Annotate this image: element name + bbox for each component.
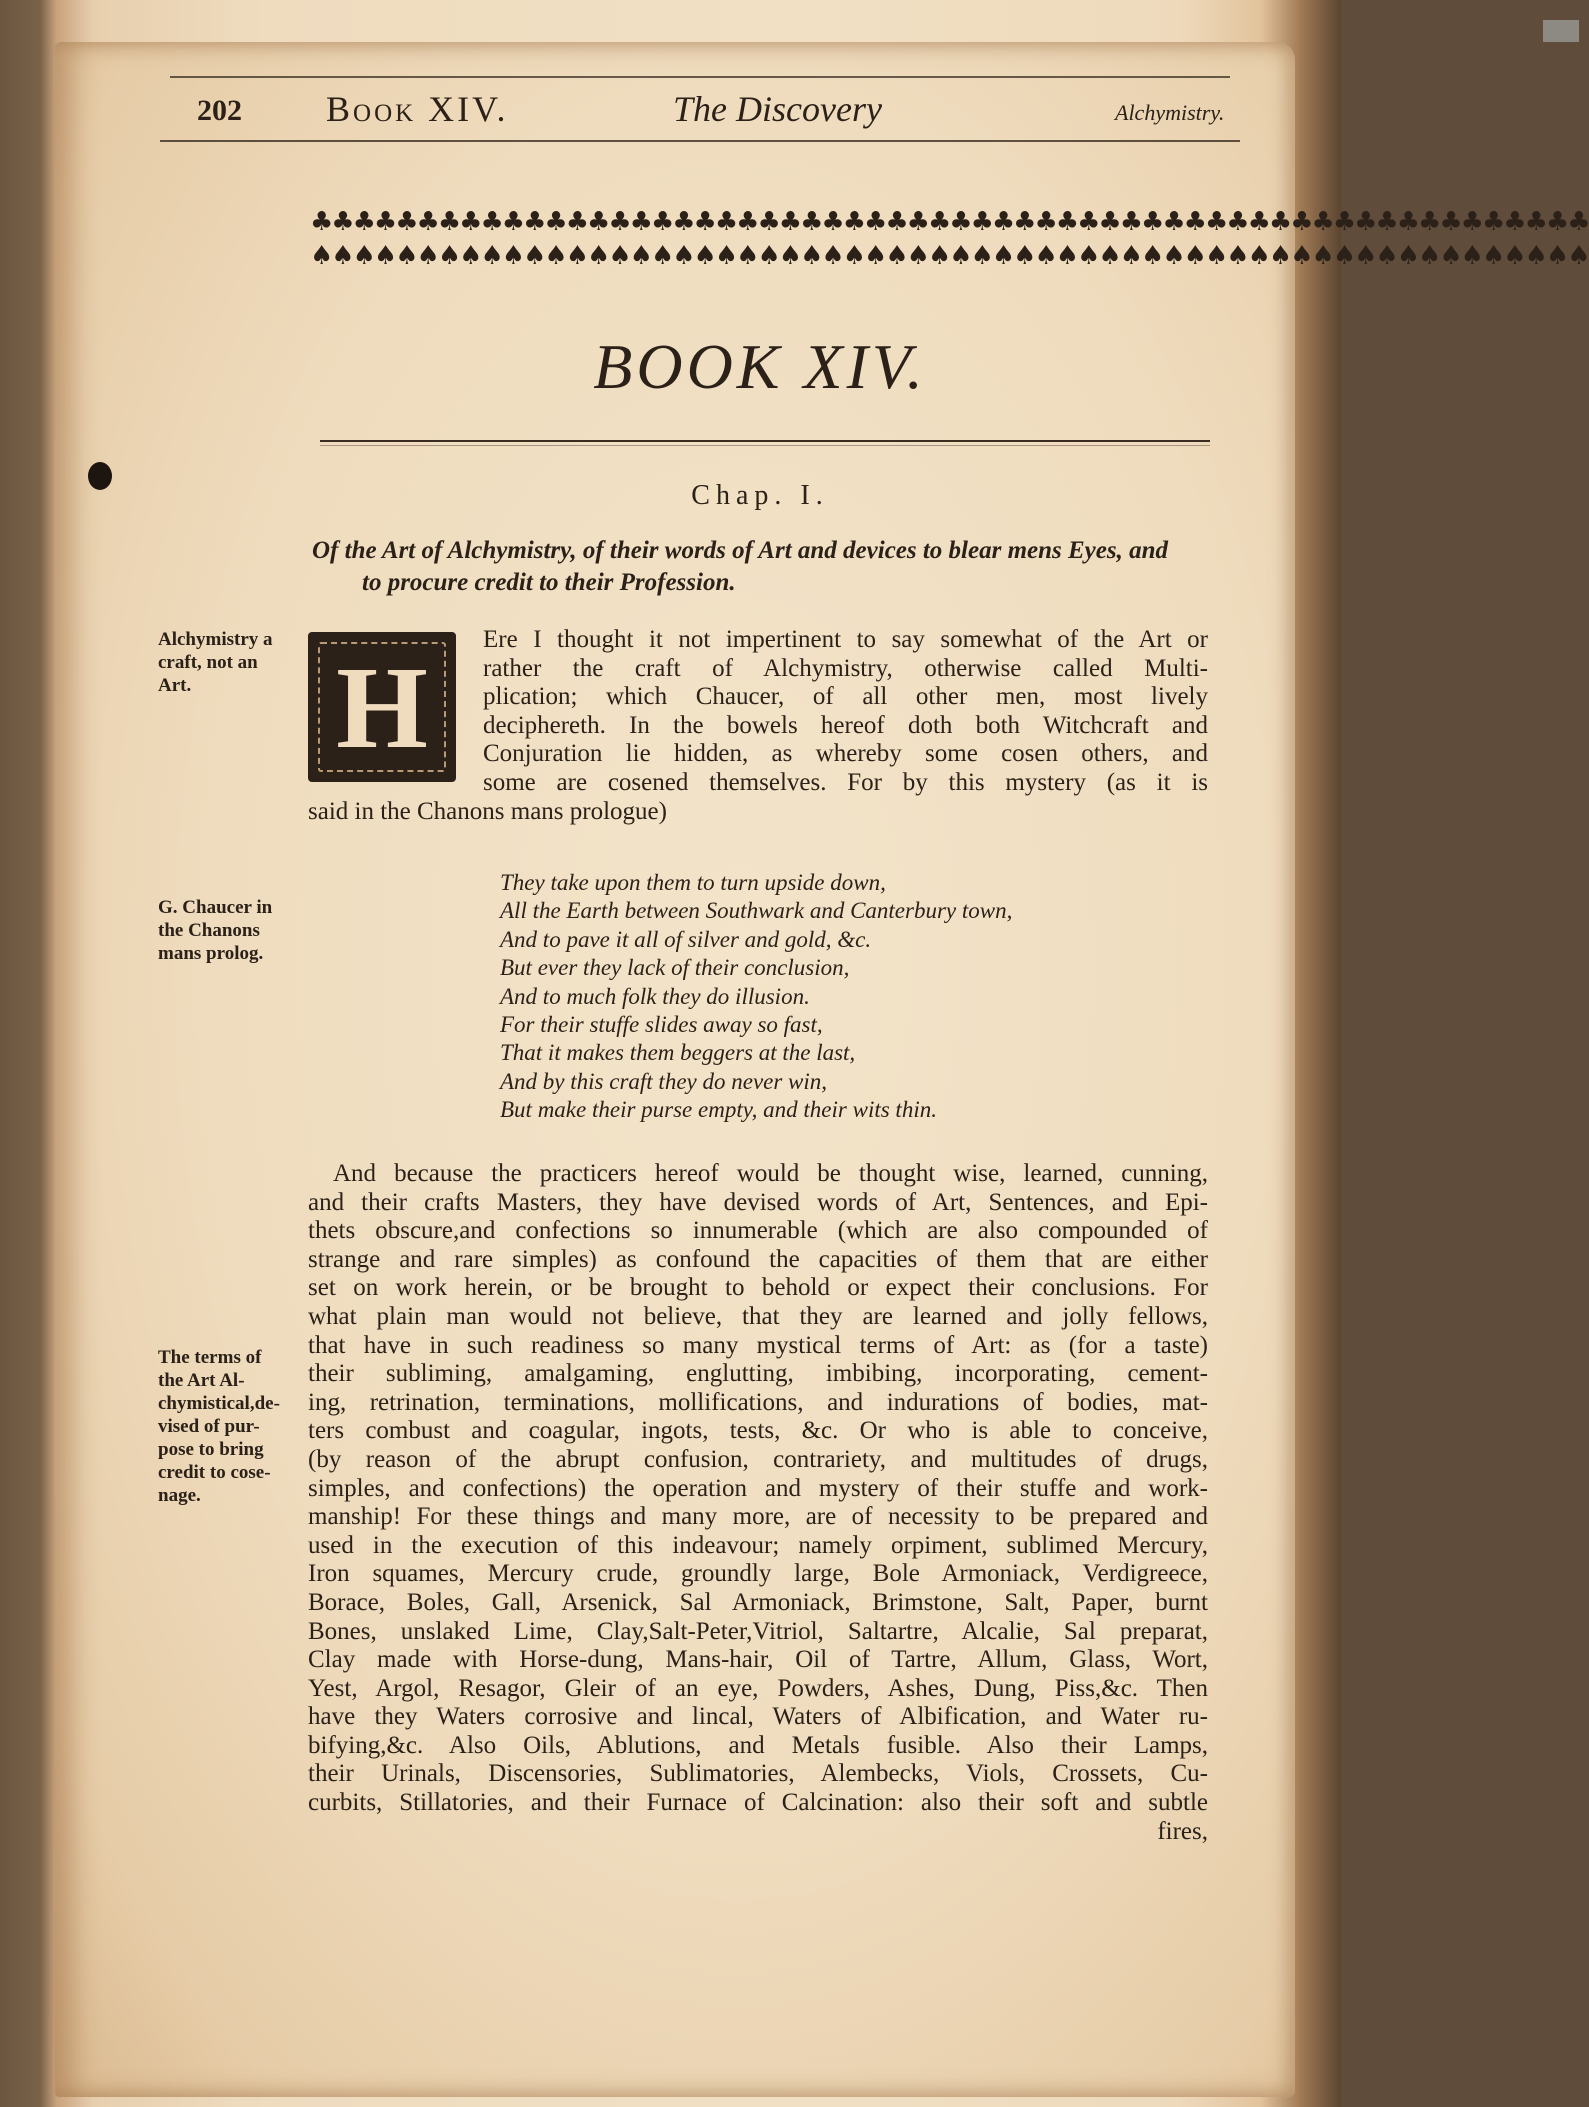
text-line: thets obscure,and confections so innumerable (which are also compounded of xyxy=(308,1217,1208,1245)
verse-line: And to much folk they do illusion. xyxy=(500,983,810,1009)
page-number: 202 xyxy=(197,94,242,127)
text-line: rather the craft of Alchymistry, otherwise called Multi- xyxy=(483,654,1208,682)
verse-line: And to pave it all of silver and gold, &c. xyxy=(500,926,872,952)
running-header xyxy=(163,86,1253,136)
text-line: And because the practicers hereof would be thought wise, learned, cunning, xyxy=(333,1160,1208,1187)
text-line: strange and rare simples) as confound the capacities of them that are either xyxy=(308,1245,1208,1273)
running-title: The Discovery xyxy=(673,89,882,129)
text-line: ters combust and coagular, ingots, tests, &c. Or who is able to conceive, xyxy=(308,1417,1208,1445)
verse-line: All the Earth between Southwark and Canterbury town, xyxy=(500,898,1013,924)
margin-note-chaucer xyxy=(158,896,272,965)
verse-line: They take upon them to turn upside down, xyxy=(500,870,886,895)
text-line: and their crafts Masters, they have devised words of Art, Sentences, and Epi- xyxy=(308,1188,1208,1216)
margin-note-line: pose to bring xyxy=(158,1439,264,1460)
margin-note-line: the Chanons xyxy=(158,920,260,941)
margin-note-alchymistry xyxy=(158,628,273,697)
margin-note-line: chymistical,de- xyxy=(158,1393,280,1414)
ink-blot xyxy=(88,462,112,490)
text-line: that have in such readiness so many mystical terms of Art: as (for a taste) xyxy=(308,1331,1208,1359)
catchword: fires, xyxy=(1157,1817,1208,1845)
verse-line: But ever they lack of their conclusion, xyxy=(500,955,850,981)
text-line: deciphereth. In the bowels hereof doth both Witchcraft and xyxy=(483,711,1208,739)
margin-note-line: craft, not an xyxy=(158,652,258,673)
text-line: set on work herein, or be brought to behold or expect their conclusions. For xyxy=(308,1274,1208,1302)
section-label: Alchymistry. xyxy=(1115,100,1225,125)
margin-note-line: the Art Al- xyxy=(158,1370,245,1391)
chapter-title-line: to procure credit to their Profession. xyxy=(362,569,736,596)
text-line: used in the execution of this indeavour; namely orpiment, sublimed Mercury, xyxy=(308,1531,1208,1559)
text-line: (by reason of the abrupt confusion, contrariety, and multitudes of drugs, xyxy=(308,1445,1208,1473)
book-label: Book XIV. xyxy=(326,89,509,129)
margin-note-line: nage. xyxy=(158,1485,201,1506)
chapter-title xyxy=(312,535,1212,599)
chapter-title-line: Of the Art of Alchymistry, of their words of Art and devices to blear mens Eyes, and xyxy=(312,537,1169,564)
header-rule xyxy=(160,140,1240,142)
text-line: ing, retrination, terminations, mollifications, and indurations of bodies, mat- xyxy=(308,1388,1208,1416)
verse-line: That it makes them beggers at the last, xyxy=(500,1040,856,1066)
paragraph-terms xyxy=(308,1160,1208,1846)
ornament-border-bottom: ♠♠♠♠♠♠♠♠♠♠♠♠♠♠♠♠♠♠♠♠♠♠♠♠♠♠♠♠♠♠♠♠♠♠♠♠♠♠♠♠♠♠♠♠♠♠♠♠♠♠♠♠♠♠♠♠♠♠♠♠ xyxy=(310,241,1589,271)
text-line: curbits, Stillatories, and their Furnace of Calcination: also their soft and subtle xyxy=(308,1789,1208,1817)
text-line: have they Waters corrosive and lincal, Waters of Albification, and Water ru- xyxy=(308,1703,1208,1731)
header-rule-top xyxy=(170,76,1230,78)
title-rule xyxy=(320,440,1210,442)
title-rule-thin xyxy=(320,445,1210,446)
margin-note-line: credit to cose- xyxy=(158,1462,271,1483)
verse-line: And by this craft they do never win, xyxy=(500,1068,828,1094)
text-line: simples, and confections) the operation and mystery of their stuffe and work- xyxy=(308,1474,1208,1502)
text-line: their Urinals, Discensories, Sublimatories, Alembecks, Viols, Crossets, Cu- xyxy=(308,1760,1208,1788)
margin-note-line: vised of pur- xyxy=(158,1416,260,1437)
text-line: manship! For these things and many more, are of necessity to be prepared and xyxy=(308,1503,1208,1531)
margin-note-line: The terms of xyxy=(158,1347,262,1368)
text-line: Clay made with Horse-dung, Mans-hair, Oil of Tartre, Allum, Glass, Wort, xyxy=(308,1646,1208,1674)
margin-note-line: Alchymistry a xyxy=(158,629,273,650)
text-line: bifying,&c. Also Oils, Ablutions, and Metals fusible. Also their Lamps, xyxy=(308,1731,1208,1759)
text-line: Ere I thought it not impertinent to say somewhat of the Art or xyxy=(483,626,1208,653)
edge-tab xyxy=(1543,20,1579,42)
paragraph-intro xyxy=(308,626,1208,826)
text-line: what plain man would not believe, that they are learned and jolly fellows, xyxy=(308,1302,1208,1330)
margin-note-terms xyxy=(158,1346,280,1507)
text-line: their subliming, amalgaming, englutting, imbibing, incorporating, cement- xyxy=(308,1360,1208,1388)
verse-line: For their stuffe slides away so fast, xyxy=(500,1012,823,1038)
verse-line: But make their purse empty, and their wits thin. xyxy=(500,1097,937,1123)
text-line: Yest, Argol, Resagor, Gleir of an eye, Powders, Ashes, Dung, Piss,&c. Then xyxy=(308,1674,1208,1702)
ornament-border-top: ♣♣♣♣♣♣♣♣♣♣♣♣♣♣♣♣♣♣♣♣♣♣♣♣♣♣♣♣♣♣♣♣♣♣♣♣♣♣♣♣♣♣♣♣♣♣♣♣♣♣♣♣♣♣♣♣♣♣♣♣ xyxy=(310,207,1589,237)
book-title: BOOK XIV. xyxy=(593,331,927,402)
initial-letter: H xyxy=(336,642,428,773)
margin-note-line: Art. xyxy=(158,675,192,696)
margin-note-line: mans prolog. xyxy=(158,943,264,964)
text-line: some are cosened themselves. For by this mystery (as it is xyxy=(483,768,1208,796)
text-line: said in the Chanons mans prologue) xyxy=(308,797,667,825)
text-line: Borace, Boles, Gall, Arsenick, Sal Armoniack, Brimstone, Salt, Paper, burnt xyxy=(308,1588,1208,1616)
text-line: Conjuration lie hidden, as whereby some cosen others, and xyxy=(483,740,1208,768)
chapter-label: Chap. I. xyxy=(691,480,829,511)
text-line: Bones, unslaked Lime, Clay,Salt-Peter,Vitriol, Saltartre, Alcalie, Sal preparat, xyxy=(308,1617,1208,1645)
verse-quotation xyxy=(500,869,1220,1125)
margin-note-line: G. Chaucer in xyxy=(158,897,273,918)
text-line: plication; which Chaucer, of all other men, most lively xyxy=(483,683,1208,711)
text-line: Iron squames, Mercury crude, groundly large, Bole Armoniack, Verdigreece, xyxy=(308,1560,1208,1588)
